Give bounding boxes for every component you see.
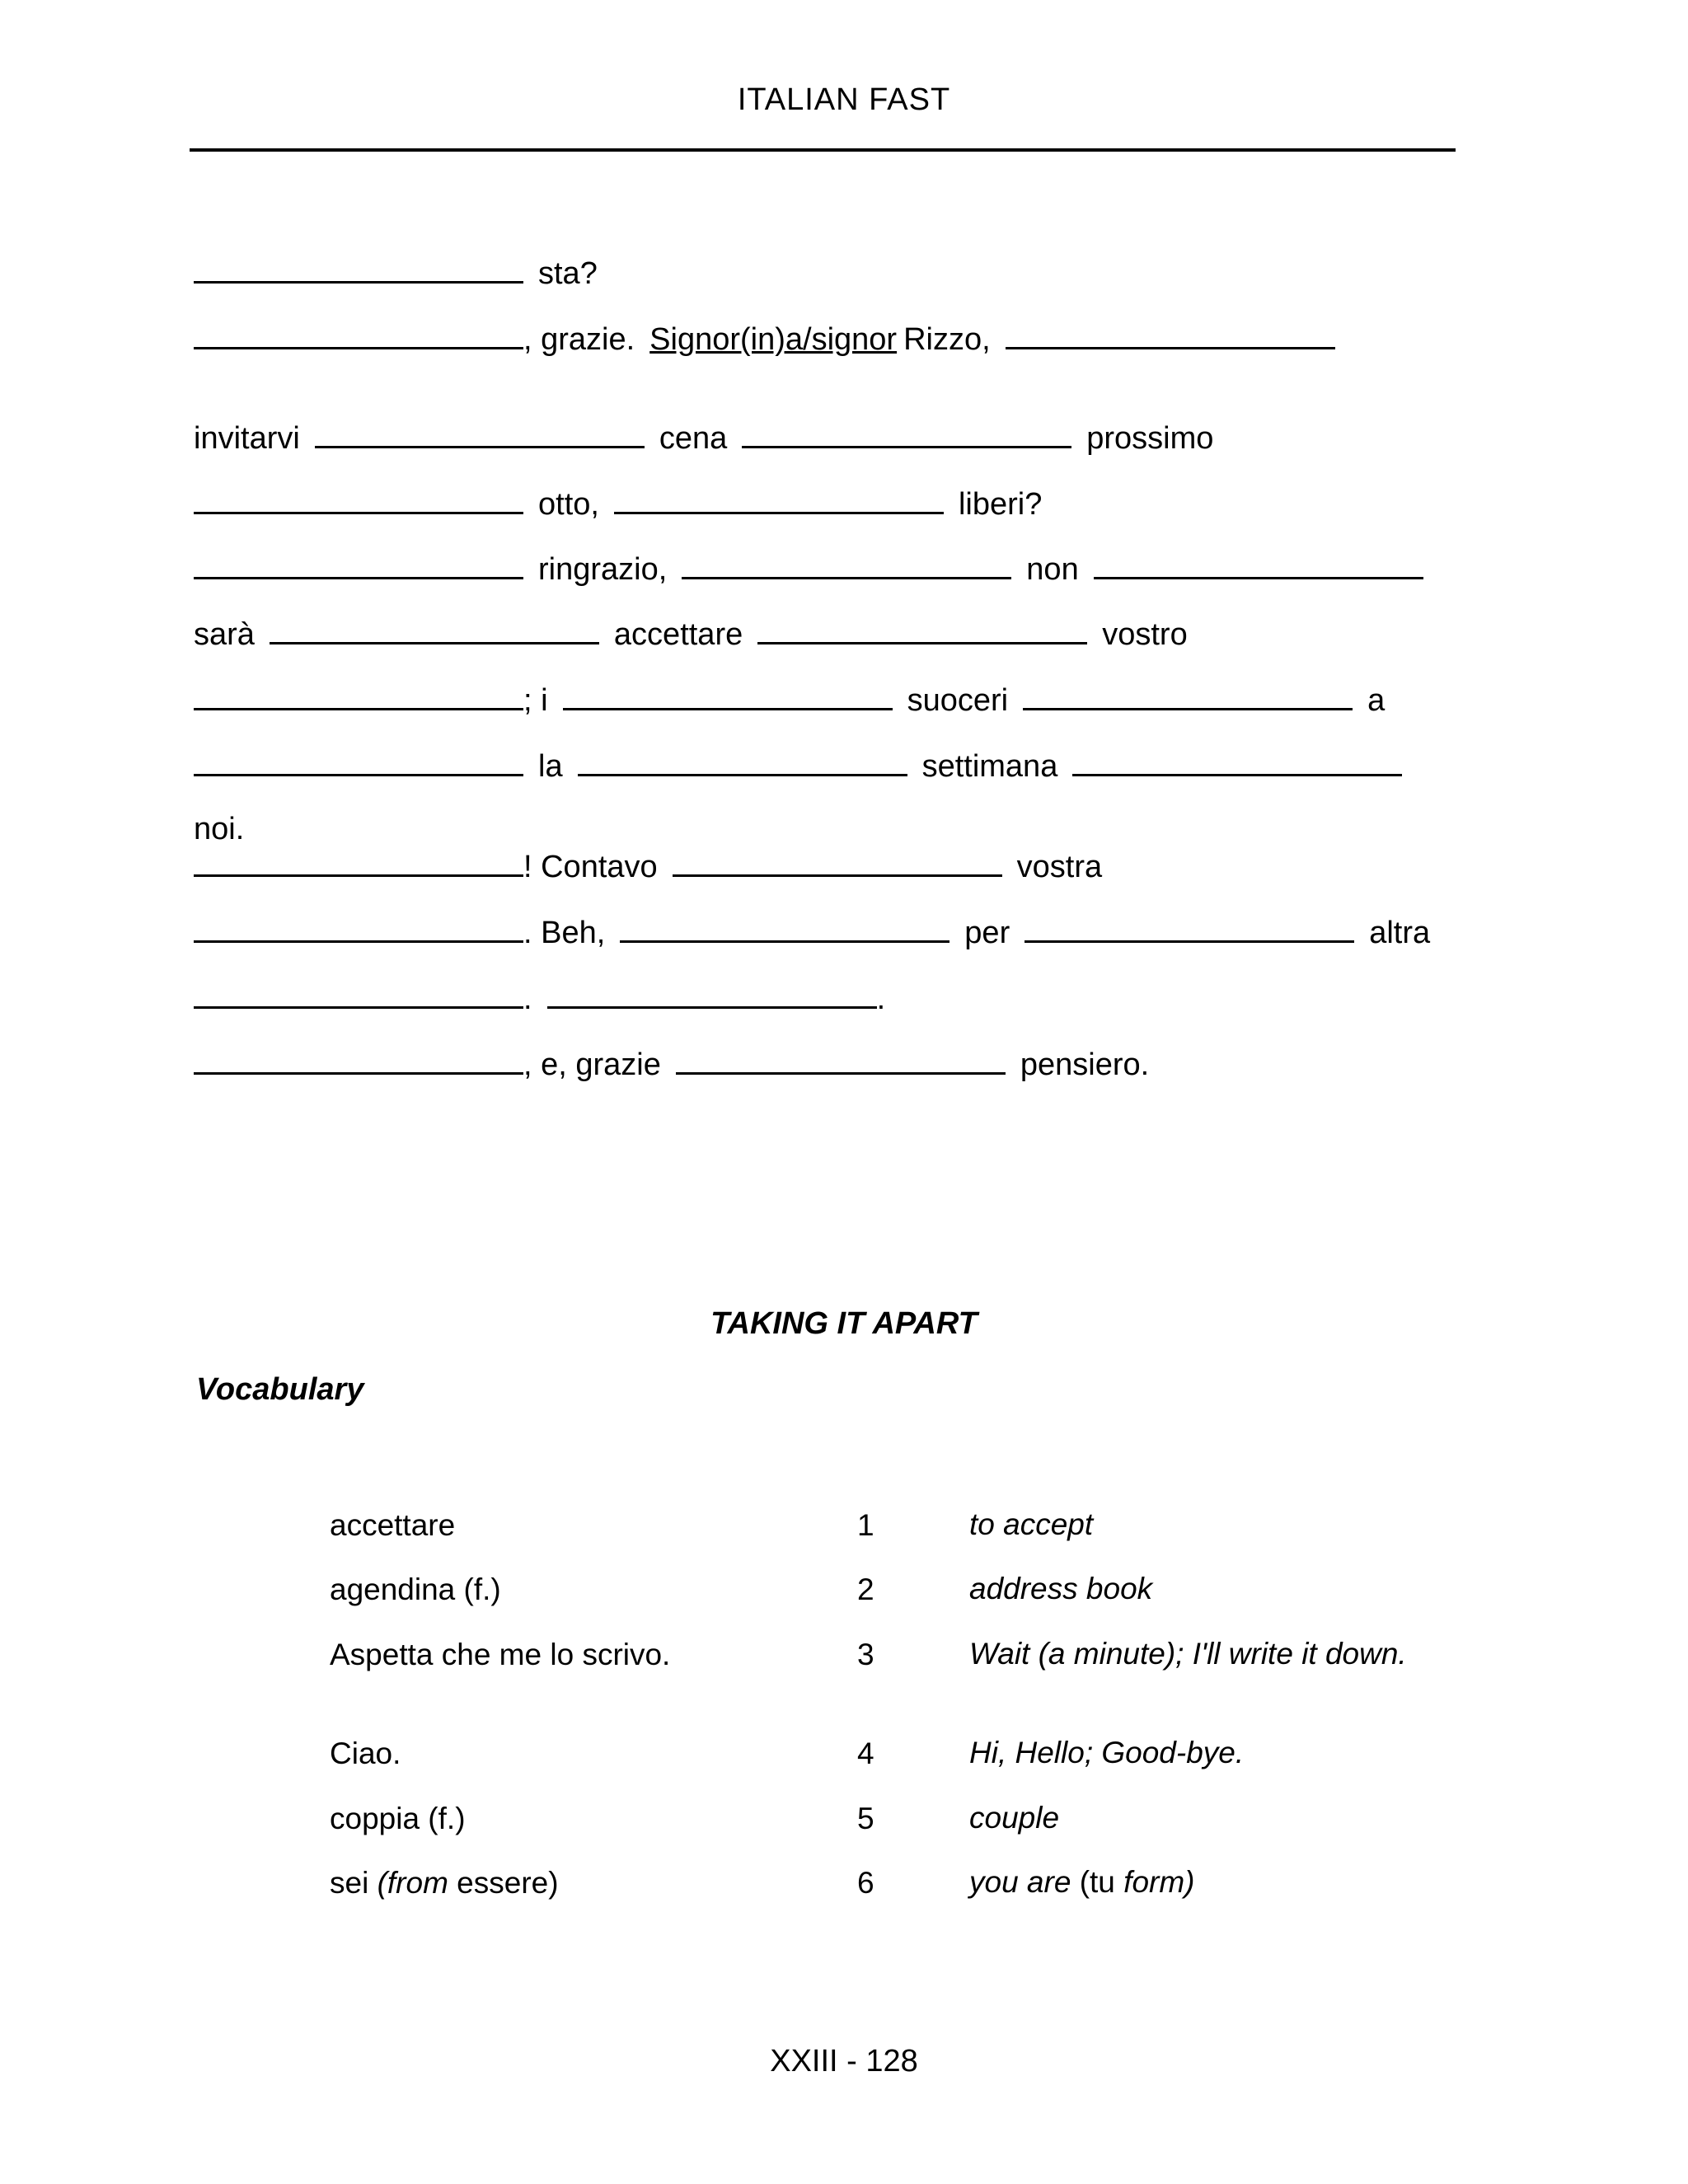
vocab-italian: Aspetta che me lo scrivo. xyxy=(330,1638,671,1671)
vocab-italian: coppia (f.) xyxy=(330,1802,466,1835)
dialogue-text: Rizzo, xyxy=(903,322,991,357)
vocab-number: 6 xyxy=(857,1866,874,1900)
dialogue-text: prossimo xyxy=(1086,421,1214,456)
dialogue-underlined-text: Signor(in)a/signor xyxy=(649,322,898,357)
blank-field[interactable] xyxy=(682,547,1011,579)
vocab-italian: agendina (f.) xyxy=(330,1572,501,1606)
blank-field[interactable] xyxy=(194,678,523,710)
dialogue-text: liberi? xyxy=(958,487,1043,522)
dialogue-line-8 xyxy=(194,744,1402,785)
blank-field[interactable] xyxy=(194,845,523,877)
dialogue-text: la xyxy=(538,749,563,784)
dialogue-line-12 xyxy=(194,977,885,1018)
vocab-english: couple xyxy=(969,1801,1060,1835)
header-rule xyxy=(190,148,1456,152)
vocab-number: 3 xyxy=(857,1638,874,1671)
dialogue-text: , e, grazie xyxy=(523,1047,661,1082)
dialogue-text: per xyxy=(964,916,1010,950)
vocab-english: Hi, Hello; Good-bye. xyxy=(969,1736,1245,1769)
blank-field[interactable] xyxy=(315,416,645,448)
dialogue-line-13 xyxy=(194,1043,1149,1084)
dialogue-line-4 xyxy=(194,482,1042,523)
blank-field[interactable] xyxy=(194,744,523,776)
blank-field[interactable] xyxy=(676,1043,1006,1075)
vocab-italian: accettare xyxy=(330,1508,456,1542)
vocab-italian-word: sei xyxy=(330,1866,377,1900)
vocab-italian-note: (from xyxy=(377,1866,448,1900)
vocab-english-note: form) xyxy=(1114,1865,1195,1899)
dialogue-line-7 xyxy=(194,678,1385,719)
dialogue-text: otto, xyxy=(538,487,599,522)
dialogue-text: . xyxy=(523,982,532,1016)
blank-field[interactable] xyxy=(270,612,599,644)
blank-field[interactable] xyxy=(578,744,907,776)
dialogue-text: non xyxy=(1026,552,1079,587)
dialogue-text: altra xyxy=(1369,916,1431,950)
dialogue-text: ringrazio, xyxy=(538,552,668,587)
vocab-english: address book xyxy=(969,1572,1153,1605)
blank-field[interactable] xyxy=(194,911,523,943)
vocab-english: to accept xyxy=(969,1507,1094,1541)
vocab-number: 4 xyxy=(857,1736,874,1770)
blank-field[interactable] xyxy=(614,482,944,514)
blank-field[interactable] xyxy=(673,845,1002,877)
blank-field[interactable] xyxy=(1006,317,1335,349)
blank-field[interactable] xyxy=(194,977,523,1009)
vocab-number: 2 xyxy=(857,1572,874,1606)
dialogue-text: sta? xyxy=(538,256,598,291)
dialogue-text: vostra xyxy=(1016,850,1103,884)
dialogue-text: pensiero. xyxy=(1020,1047,1150,1082)
vocab-english-form: (tu xyxy=(1071,1865,1115,1899)
vocab-number: 5 xyxy=(857,1802,874,1835)
blank-field[interactable] xyxy=(1094,547,1423,579)
vocab-english-meaning: you are xyxy=(969,1865,1071,1899)
dialogue-text: suoceri xyxy=(907,683,1009,718)
vocab-english: Wait (a minute); I'll write it down. xyxy=(969,1637,1407,1671)
vocab-italian: Ciao. xyxy=(330,1736,401,1770)
section-subtitle: Vocabulary xyxy=(196,1372,364,1407)
dialogue-line-6 xyxy=(194,612,1188,654)
blank-field[interactable] xyxy=(1072,744,1402,776)
section-title: TAKING IT APART xyxy=(710,1306,978,1341)
page-number: XXIII - 128 xyxy=(770,2044,918,2079)
dialogue-text: accettare xyxy=(613,617,743,652)
dialogue-line-2 xyxy=(194,317,1335,359)
blank-field[interactable] xyxy=(194,317,523,349)
blank-field[interactable] xyxy=(757,612,1087,644)
dialogue-text: cena xyxy=(659,421,728,456)
dialogue-text: , grazie. xyxy=(523,322,635,357)
dialogue-line-11 xyxy=(194,911,1430,952)
blank-field[interactable] xyxy=(547,977,877,1009)
dialogue-text: vostro xyxy=(1102,617,1188,652)
dialogue-line-3 xyxy=(194,416,1213,457)
dialogue-text: invitarvi xyxy=(194,421,300,456)
blank-field[interactable] xyxy=(194,482,523,514)
blank-field[interactable] xyxy=(742,416,1071,448)
blank-field[interactable] xyxy=(1025,911,1354,943)
vocab-english xyxy=(969,1866,1431,1899)
vocab-italian xyxy=(330,1866,559,1900)
dialogue-text: settimana xyxy=(921,749,1058,784)
blank-field[interactable] xyxy=(194,1043,523,1075)
dialogue-text: ; i xyxy=(523,683,548,718)
dialogue-text: . xyxy=(876,982,886,1016)
page-header-title: ITALIAN FAST xyxy=(737,82,951,117)
dialogue-text: noi. xyxy=(194,812,245,846)
vocab-number: 1 xyxy=(857,1508,874,1542)
dialogue-text: ! Contavo xyxy=(523,850,658,884)
blank-field[interactable] xyxy=(620,911,950,943)
dialogue-line-10 xyxy=(194,845,1102,886)
vocab-italian-infinitive: essere) xyxy=(448,1866,559,1900)
blank-field[interactable] xyxy=(194,547,523,579)
dialogue-line-1 xyxy=(194,251,598,293)
blank-field[interactable] xyxy=(194,251,523,284)
dialogue-text: . Beh, xyxy=(523,916,606,950)
dialogue-text: a xyxy=(1367,683,1386,718)
dialogue-line-5 xyxy=(194,547,1423,588)
blank-field[interactable] xyxy=(563,678,893,710)
dialogue-text: sarà xyxy=(194,617,255,652)
blank-field[interactable] xyxy=(1023,678,1353,710)
